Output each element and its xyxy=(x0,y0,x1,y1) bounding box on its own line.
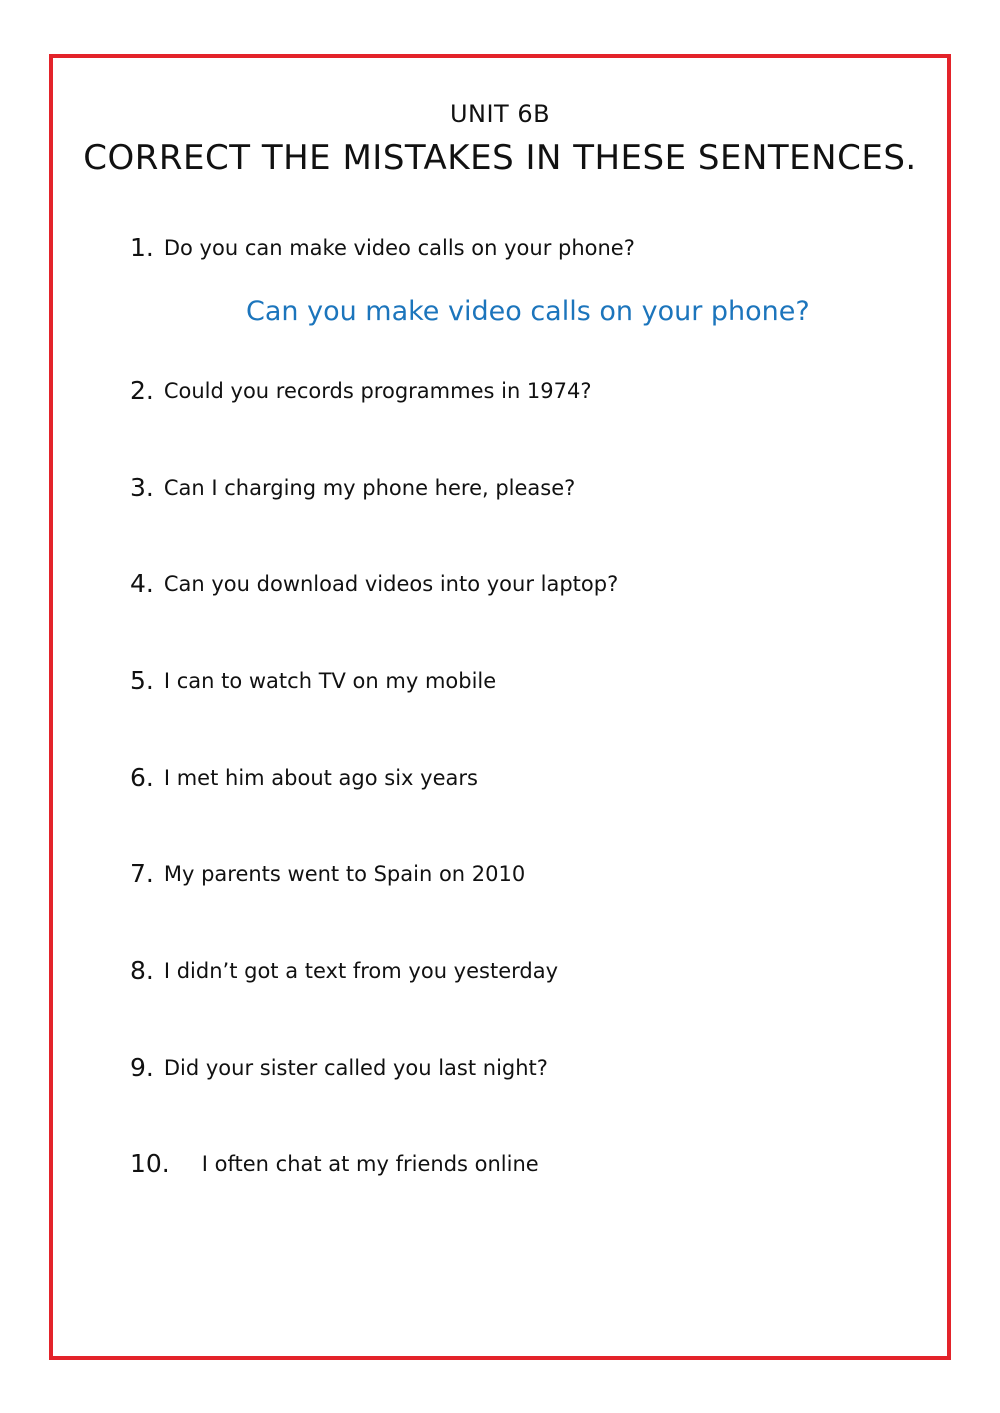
item-text: Did your sister called you last night? xyxy=(163,1055,548,1080)
sentence-item-6 xyxy=(130,760,478,794)
item-number: 2. xyxy=(130,375,154,405)
item-number: 10. xyxy=(130,1148,170,1178)
item-text: I often chat at my friends online xyxy=(201,1151,539,1176)
item-number: 3. xyxy=(130,472,154,502)
item-text: Do you can make video calls on your phone? xyxy=(163,235,635,260)
item-text: My parents went to Spain on 2010 xyxy=(163,861,526,886)
item-text: I didn’t got a text from you yesterday xyxy=(163,958,559,983)
sentence-item-1 xyxy=(130,230,635,264)
item-number: 8. xyxy=(130,955,154,985)
sentence-item-9 xyxy=(130,1050,548,1084)
sentence-item-8 xyxy=(130,953,558,987)
item-number: 7. xyxy=(130,858,154,888)
item-text: I met him about ago six years xyxy=(163,765,478,790)
item-text: Can I charging my phone here, please? xyxy=(163,475,576,500)
item-number: 6. xyxy=(130,762,154,792)
example-answer: Can you make video calls on your phone? xyxy=(246,296,810,327)
item-number: 9. xyxy=(130,1052,154,1082)
sentence-item-3 xyxy=(130,470,575,504)
item-number: 4. xyxy=(130,568,154,598)
item-number: 1. xyxy=(130,232,154,262)
sentence-item-7 xyxy=(130,856,525,890)
item-text: Can you download videos into your laptop? xyxy=(163,571,619,596)
sentence-item-4 xyxy=(130,566,618,600)
item-number: 5. xyxy=(130,665,154,695)
page-title: CORRECT THE MISTAKES IN THESE SENTENCES. xyxy=(83,138,917,178)
item-text: Could you records programmes in 1974? xyxy=(163,378,592,403)
sentence-item-10 xyxy=(130,1146,539,1180)
item-text: I can to watch TV on my mobile xyxy=(163,668,497,693)
sentence-item-2 xyxy=(130,373,592,407)
unit-label: UNIT 6B xyxy=(449,100,551,128)
sentence-item-5 xyxy=(130,663,496,697)
